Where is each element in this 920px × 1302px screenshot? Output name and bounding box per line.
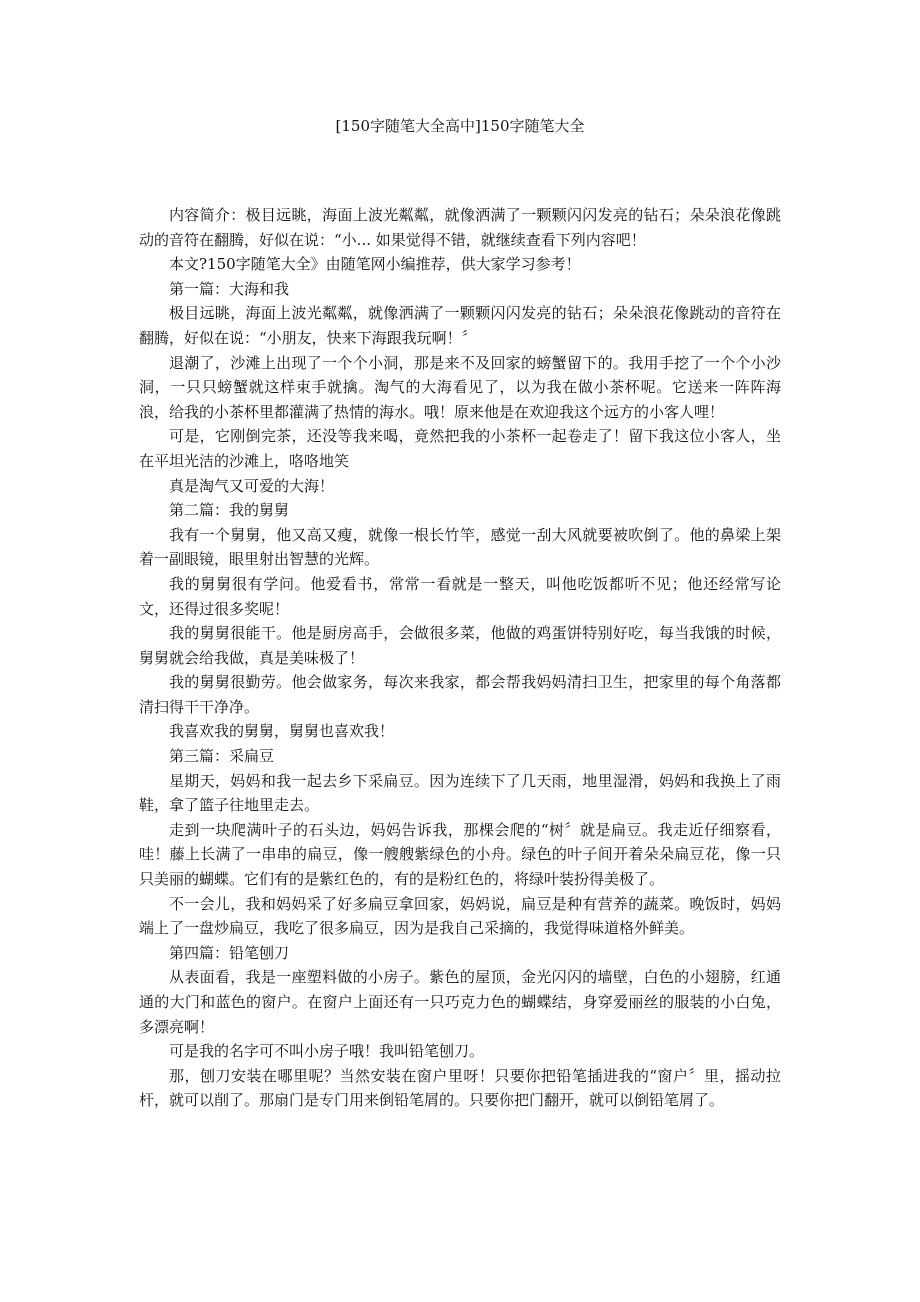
paragraph: 那，刨刀安装在哪里呢？当然安装在窗户里呀！只要你把铅笔插进我的“窗户〞里，摇动拉杆，就可以削了。那扇门是专门用来倒铅笔屑的。只要你把门翻开，就可以倒铅笔屑了。 bbox=[139, 1066, 781, 1110]
paragraph: 可是，它刚倒完茶，还没等我来喝，竟然把我的小茶杯一起卷走了！留下我这位小客人，坐在平坦光洁的沙滩上，咯咯地笑 bbox=[139, 427, 781, 470]
paragraph: 我喜欢我的舅舅，舅舅也喜欢我！ bbox=[169, 722, 395, 741]
section-heading: 第二篇：我的舅舅 bbox=[169, 501, 290, 520]
paragraph: 退潮了，沙滩上出现了一个个小洞，那是来不及回家的螃蟹留下的。我用手挖了一个个小沙洞，一只只螃蟹就这样束手就擒。淘气的大海看见了，以为我在做小茶杯呢。它送来一阵阵海浪，给我的小茶杯里都灌满了热情的海水。哦！原来他是在欢迎我这个远方的小客人哩！ bbox=[139, 353, 781, 421]
section-heading: 第一篇：大海和我 bbox=[169, 279, 290, 298]
paragraph: 可是我的名字可不叫小房子哦！我叫铅笔刨刀。 bbox=[169, 1042, 485, 1061]
paragraph: 内容简介：极目远眺，海面上波光粼粼，就像洒满了一颗颗闪闪发亮的钻石；朵朵浪花像跳动的音符在翻腾，好似在说：“小... 如果觉得不错，就继续查看下列内容吧！ bbox=[139, 206, 781, 249]
section-heading: 第四篇：铅笔刨刀 bbox=[169, 943, 290, 962]
paragraph: 我的舅舅很能干。他是厨房高手，会做很多菜，他做的鸡蛋饼特别好吃，每当我饿的时候，舅舅就会给我做，真是美味极了！ bbox=[139, 624, 781, 667]
paragraph: 我有一个舅舅，他又高又瘦，就像一根长竹竿，感觉一刮大风就要被吹倒了。他的鼻梁上架着一副眼镜，眼里射出智慧的光辉。 bbox=[139, 525, 781, 569]
section-heading: 第三篇：采扁豆 bbox=[169, 747, 275, 766]
paragraph: 本文?150字随笔大全》由随笔网小编推荐，供大家学习参考！ bbox=[169, 255, 581, 274]
document-title: [150字随笔大全高中]150字随笔大全 bbox=[335, 117, 585, 135]
paragraph: 真是淘气又可爱的大海！ bbox=[169, 476, 335, 495]
paragraph: 星期天，妈妈和我一起去乡下采扁豆。因为连续下了几天雨，地里湿滑，妈妈和我换上了雨鞋，拿了篮子往地里走去。 bbox=[139, 771, 781, 815]
paragraph: 我的舅舅很有学问。他爱看书，常常一看就是一整天，叫他吃饭都听不见；他还经常写论文，还得过很多奖呢！ bbox=[139, 574, 781, 618]
paragraph: 不一会儿，我和妈妈采了好多扁豆拿回家，妈妈说，扁豆是种有营养的蔬菜。晚饭时，妈妈端上了一盘炒扁豆，我吃了很多扁豆，因为是我自己采摘的，我觉得味道格外鲜美。 bbox=[139, 894, 781, 938]
paragraph: 走到一块爬满叶子的石头边，妈妈告诉我，那棵会爬的“树〞就是扁豆。我走近仔细察看，哇！藤上长满了一串串的扁豆，像一艘艘紫绿色的小舟。绿色的叶子间开着朵朵扁豆花，像一只只美丽的蝴蝶。它们有的是紫红色的，有的是粉红色的，将绿叶装扮得美极了。 bbox=[139, 820, 781, 889]
paragraph: 极目远眺，海面上波光粼粼，就像洒满了一颗颗闪闪发亮的钻石；朵朵浪花像跳动的音符在翻腾，好似在说：“小朋友，快来下海跟我玩啊！〞 bbox=[139, 304, 781, 347]
document-body bbox=[139, 203, 781, 1113]
paragraph: 我的舅舅很勤劳。他会做家务，每次来我家，都会帮我妈妈清扫卫生，把家里的每个角落都清扫得干干净净。 bbox=[139, 673, 781, 716]
paragraph: 从表面看，我是一座塑料做的小房子。紫色的屋顶，金光闪闪的墙壁，白色的小翅膀，红通通的大门和蓝色的窗户。在窗户上面还有一只巧克力色的蝴蝶结，身穿爱丽丝的服装的小白兔，多漂亮啊！ bbox=[139, 968, 781, 1036]
